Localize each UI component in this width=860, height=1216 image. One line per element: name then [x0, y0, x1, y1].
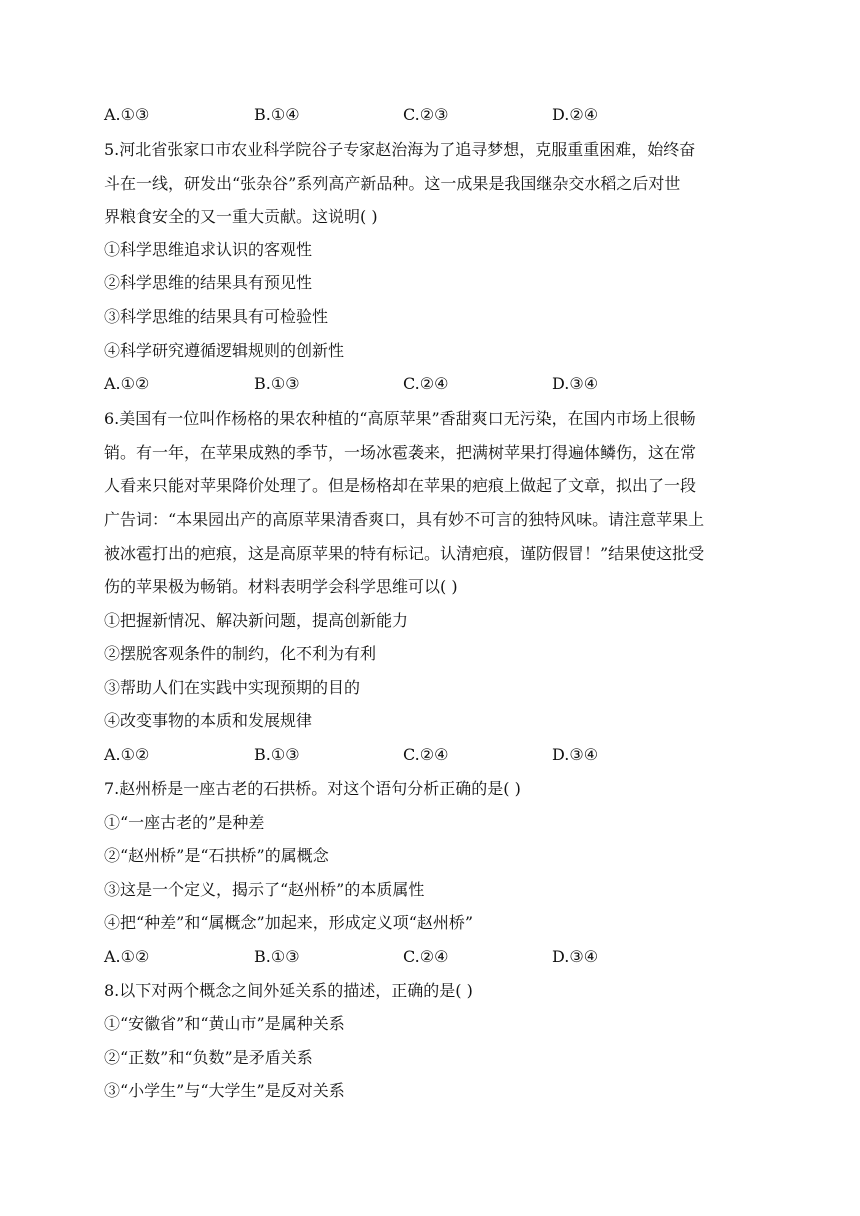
- answer-options-q7: [104, 946, 764, 968]
- option-d: D.③④: [552, 745, 599, 764]
- question-6-stem-line: 伤的苹果极为畅销。材料表明学会科学思维可以( ): [104, 577, 458, 596]
- option-d: D.③④: [552, 947, 599, 966]
- option-b: B.①③: [254, 374, 300, 393]
- question-6-stem-line: 6.美国有一位叫作杨格的果农种植的“高原苹果”香甜爽口无污染，在国内市场上很畅: [104, 409, 696, 428]
- answer-options-q6: [104, 744, 764, 766]
- statement-2: ②科学思维的结果具有预见性: [104, 273, 313, 292]
- statement-1: ①“安徽省”和“黄山市”是属种关系: [104, 1014, 345, 1033]
- question-6-stem-line: 被冰雹打出的疤痕，这是高原苹果的特有标记。认清疤痕，谨防假冒！”结果使这批受: [104, 544, 705, 563]
- option-d: D.②④: [552, 105, 599, 124]
- option-b: B.①③: [254, 745, 300, 764]
- option-a: A.①②: [104, 374, 150, 393]
- question-5-stem-line: 斗在一线，研发出“张杂谷”系列高产新品种。这一成果是我国继杂交水稻之后对世: [104, 174, 681, 193]
- option-c: C.②④: [403, 947, 449, 966]
- statement-3: ③“小学生”与“大学生”是反对关系: [104, 1081, 345, 1100]
- option-c: C.②④: [403, 374, 449, 393]
- answer-options-q5: [104, 373, 764, 395]
- statement-1: ①把握新情况、解决新问题，提高创新能力: [104, 611, 409, 630]
- option-a: A.①②: [104, 947, 150, 966]
- option-b: B.①③: [254, 947, 300, 966]
- option-c: C.②④: [403, 745, 449, 764]
- statement-3: ③帮助人们在实践中实现预期的目的: [104, 678, 361, 697]
- question-8-stem-line: 8.以下对两个概念之间外延关系的描述，正确的是( ): [104, 981, 473, 1000]
- question-5-stem-line: 界粮食安全的又一重大贡献。这说明( ): [104, 207, 378, 226]
- option-d: D.③④: [552, 374, 599, 393]
- question-5-stem-line: 5.河北省张家口市农业科学院谷子专家赵治海为了追寻梦想，克服重重困难，始终奋: [104, 140, 696, 159]
- question-7-stem-line: 7.赵州桥是一座古老的石拱桥。对这个语句分析正确的是( ): [104, 779, 521, 798]
- option-a: A.①②: [104, 745, 150, 764]
- statement-2: ②“赵州桥”是“石拱桥”的属概念: [104, 846, 329, 865]
- question-6-stem-line: 人看来只能对苹果降价处理了。但是杨格却在苹果的疤痕上做起了文章，拟出了一段: [104, 476, 697, 495]
- option-c: C.②③: [403, 105, 449, 124]
- statement-1: ①“一座古老的”是种差: [104, 813, 265, 832]
- statement-3: ③科学思维的结果具有可检验性: [104, 307, 329, 326]
- option-b: B.①④: [254, 105, 300, 124]
- statement-4: ④科学研究遵循逻辑规则的创新性: [104, 341, 345, 360]
- option-a: A.①③: [104, 105, 150, 124]
- statement-2: ②摆脱客观条件的制约，化不利为有利: [104, 644, 377, 663]
- statement-4: ④改变事物的本质和发展规律: [104, 711, 313, 730]
- question-6-stem-line: 广告词：“本果园出产的高原苹果清香爽口，具有妙不可言的独特风味。请注意苹果上: [104, 510, 705, 529]
- question-6-stem-line: 销。有一年，在苹果成熟的季节，一场冰雹袭来，把满树苹果打得遍体鳞伤，这在常: [104, 443, 697, 462]
- statement-4: ④把“种差”和“属概念”加起来，形成定义项“赵州桥”: [104, 913, 474, 932]
- answer-options-q4: [104, 104, 764, 126]
- statement-1: ①科学思维追求认识的客观性: [104, 240, 313, 259]
- statement-2: ②“正数”和“负数”是矛盾关系: [104, 1048, 313, 1067]
- statement-3: ③这是一个定义，揭示了“赵州桥”的本质属性: [104, 880, 425, 899]
